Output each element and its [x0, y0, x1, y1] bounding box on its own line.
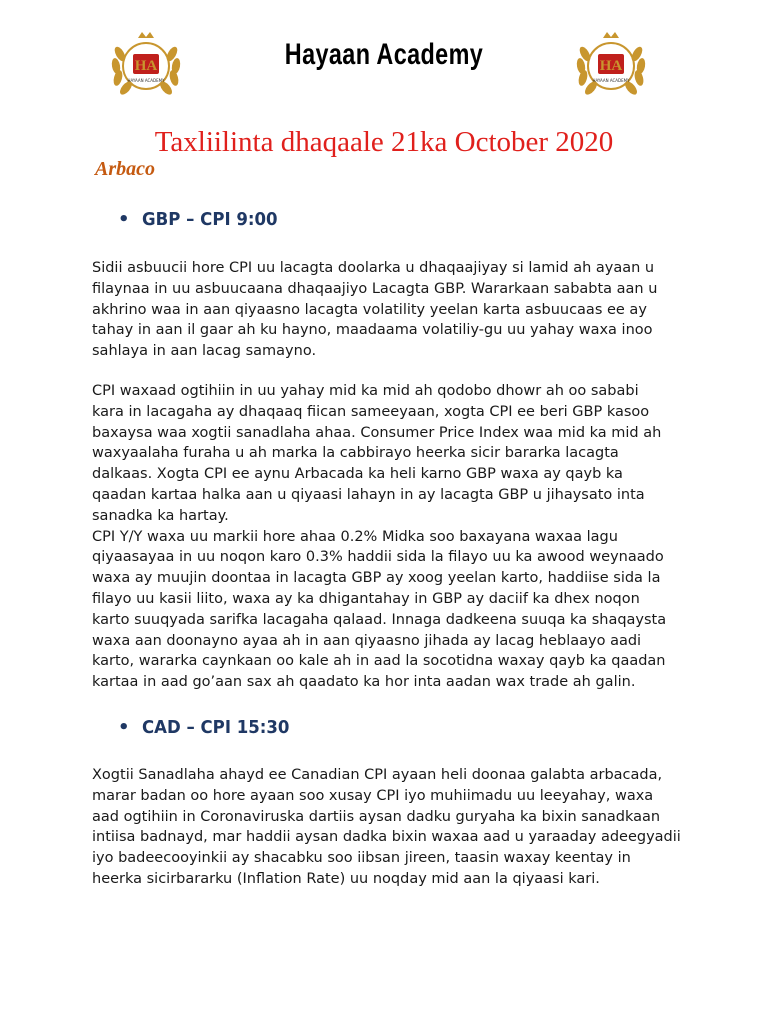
text-line: marar badan oo hore ayaan soo xusay CPI iyo muhiimadu uu leeyahay, waxa [92, 787, 654, 804]
text-line: Sidii asbuucii hore CPI uu lacagta doolarka u dhaqaajiyay si lamid ah ayaan u [92, 260, 655, 276]
logo-monogram: HA [134, 58, 158, 74]
text-line: sanadka ka hartay. [92, 507, 229, 524]
bullet-icon: • [118, 717, 130, 738]
text-line: qaadan kartaa halka aan u qiyaasi lahayn in ay lacagta GBP u jihaysato inta [92, 486, 645, 503]
logo-monogram: HA [599, 58, 623, 74]
logo-caption: HAYAAN ACADEMY [127, 78, 165, 83]
document-title: Taxliilinta dhaqaale 21ka October 2020 [154, 126, 614, 158]
text-line: qiyaasayaa in uu noqon karo 0.3% haddii sida la filayo uu ka awood weynaado [92, 549, 664, 566]
text-line: kara in lacagaha ay dhaqaaq fiican sameeyaan, xogta CPI ee beri GBP kasoo [92, 403, 650, 420]
text-line: CPI Y/Y waxa uu markii hore ahaa 0.2% Midka soo baxayana waxaa lagu [92, 528, 618, 545]
text-line: waxyaalaha furaha u ah marka la cabbirayo heerka sicir bararka lacagta [92, 445, 619, 462]
text-line: baxaysa waa xogtii sanadlaha ahaa. Consumer Price Index waa mid ka mid ah [92, 424, 662, 441]
document-subtitle: Arbaco [95, 158, 155, 180]
academy-name: Hayaan Academy [284, 38, 484, 71]
text-line: karto, wararka caynkaan oo kale ah in aad la socotidna waxay qayb ka qaadan [92, 653, 666, 670]
text-line: heerka sicirbararku (Inflation Rate) uu noqday mid aan la qiyaasi kari. [92, 870, 600, 887]
section-heading-cad [118, 717, 302, 738]
text-line: sahlaya in aan lacag samayno. [92, 343, 317, 360]
text-line: dalkaas. Xogta CPI ee aynu Arbacada ka heli karno GBP waxa ay qayb ka [92, 466, 623, 483]
text-line: akhrino waa in aan qiyaasno lacagta volatility yeelan karta asbuucaas ee ay [92, 301, 647, 318]
text-line: karto suuqyada sarifka lacagaha qalaad. Innaga dadkeena suuqa ka shaqaysta [92, 611, 667, 628]
text-line: filayo uu kasii liito, waxa ay ka dhigantahay in GBP ay daciif ka dhex noqon [92, 590, 640, 607]
text-line: iyo badeecooyinkii ay shacabku soo iibsan jireen, taasin waxay keentay in [92, 850, 631, 867]
text-line: waxa ay muujin doontaa in lacagta GBP ay xoog yeelan karto, haddiise sida la [92, 570, 661, 587]
text-line: tahay in aan il gaar ah ku hayno, maadaama volatiliy-gu uu yahay waxa inoo [92, 322, 653, 339]
academy-logo-right [571, 24, 651, 104]
logo-caption: HAYAAN ACADEMY [592, 78, 630, 83]
paragraph-cad [92, 765, 692, 890]
text-line: aad ogtihiin in Coronaviruska dartiis aysan dadku guryaha ka bixin sanadkaan [92, 808, 661, 825]
text-line: filaynaa in uu asbuucaana dhaqaajiyo Lacagta GBP. Wararkaan sababta aan u [92, 280, 658, 297]
paragraph-gbp-intro [92, 258, 692, 362]
section-heading-text: CAD – CPI 15:30 [142, 717, 290, 738]
paragraph-gbp-details [92, 381, 692, 693]
bullet-icon: • [118, 209, 130, 230]
text-line: waxa aan doonayno ayaa ah in aan qiyaasno jihada ay lacag heblaayo aadi [92, 632, 642, 649]
text-line: intiisa badnayd, mar haddii aysan dadka bixin waxaa aad u yaraaday adeegyadii [92, 829, 681, 846]
section-heading-gbp [118, 209, 289, 230]
text-line: kartaa in aad go’aan sax ah qaadato ka hor inta aadan wax trade ah galin. [92, 674, 636, 691]
section-heading-text: GBP – CPI 9:00 [142, 209, 278, 230]
text-line: Xogtii Sanadlaha ahayd ee Canadian CPI ayaan heli doonaa galabta arbacada, [92, 767, 663, 783]
text-line: CPI waxaad ogtihiin in uu yahay mid ka mid ah qodobo dhowr ah oo sababi [92, 383, 639, 399]
